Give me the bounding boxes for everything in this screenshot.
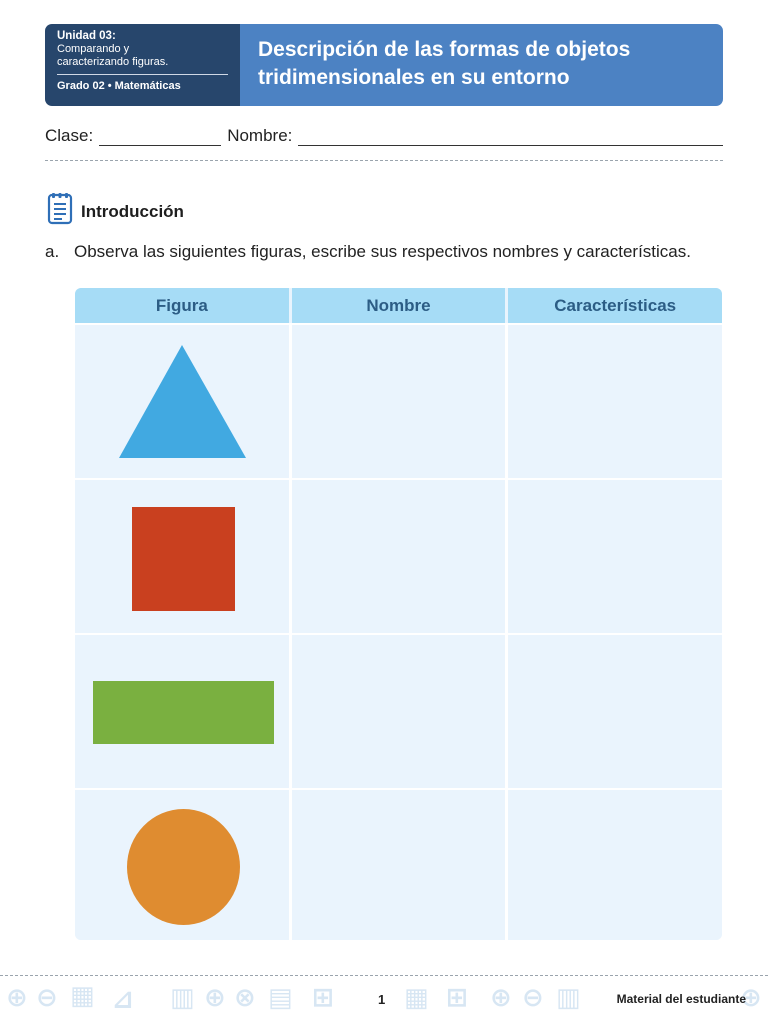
instruction-letter: a. (45, 242, 60, 261)
name-cell[interactable] (289, 635, 506, 788)
header-figura: Figura (75, 288, 289, 323)
unit-divider (57, 74, 228, 75)
figure-cell (75, 635, 289, 788)
footer-label: Material del estudiante (616, 992, 746, 1006)
figures-table (75, 288, 722, 940)
figure-cell (75, 325, 289, 478)
nombre-label: Nombre: (227, 126, 293, 145)
features-cell[interactable] (505, 480, 722, 633)
triangle-shape (75, 325, 289, 478)
grade-subject: Grado 02 • Matemáticas (57, 80, 181, 92)
page-title (240, 24, 723, 106)
table-header (75, 288, 722, 323)
header-caracteristicas: Características (505, 288, 722, 323)
page-title-line1: Descripción de las formas de objetos (258, 38, 631, 61)
section-divider (45, 160, 723, 161)
unit-subtitle-line2: caracterizando figuras. (57, 56, 169, 68)
figure-cell (75, 480, 289, 633)
intro-heading (45, 192, 184, 231)
table-row (75, 323, 722, 478)
header-nombre: Nombre (289, 288, 506, 323)
student-form (45, 120, 723, 146)
table-row (75, 788, 722, 940)
square-shape (132, 507, 235, 611)
unit-title: Unidad 03: (57, 30, 116, 42)
clase-field[interactable] (99, 127, 221, 146)
page-footer: ⊕ ⊖ ▦ ⊿ ▥ ⊕ ⊗ ▤ ⊞ ▦ ⊞ ⊕ ⊖ ▥ ⊕ 1 Material del estudiante (6, 980, 762, 1014)
features-cell[interactable] (505, 325, 722, 478)
name-cell[interactable] (289, 790, 506, 940)
features-cell[interactable] (505, 790, 722, 940)
clase-label: Clase: (45, 126, 94, 145)
rectangle-shape (93, 681, 274, 744)
unit-header (45, 24, 723, 106)
notepad-icon (45, 192, 75, 231)
figure-cell (75, 790, 289, 940)
page-number: 1 (378, 992, 386, 1007)
name-cell[interactable] (289, 480, 506, 633)
instruction-text: Observa las siguientes figuras, escribe sus respectivos nombres y características. (74, 242, 691, 261)
unit-info-box (45, 24, 240, 106)
instruction (45, 242, 691, 262)
table-row (75, 633, 722, 788)
table-row (75, 478, 722, 633)
page-title-line2: tridimensionales en su entorno (258, 66, 570, 89)
footer-divider (0, 975, 768, 976)
unit-subtitle-line1: Comparando y (57, 43, 130, 55)
name-cell[interactable] (289, 325, 506, 478)
nombre-field[interactable] (298, 127, 723, 146)
circle-shape (127, 809, 240, 925)
features-cell[interactable] (505, 635, 722, 788)
intro-label: Introducción (81, 201, 184, 221)
